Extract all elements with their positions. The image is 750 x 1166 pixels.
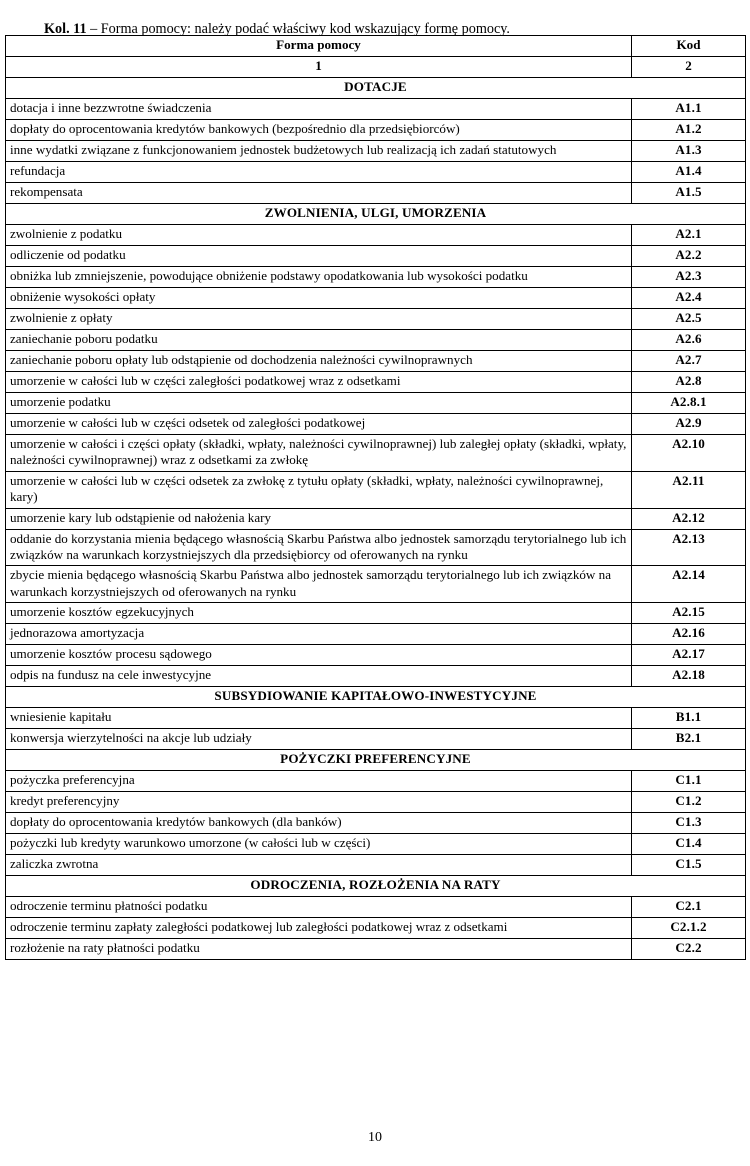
aid-form-description: odpis na fundusz na cele inwestycyjne bbox=[6, 666, 632, 687]
table-row bbox=[6, 897, 746, 918]
section-header-row bbox=[6, 78, 746, 99]
table-row bbox=[6, 99, 746, 120]
aid-form-description: zbycie mienia będącego własnością Skarbu Państwa albo jednostek samorządu terytorialnego lub ich związków na warunkach korzystniejszych od oferowanych na rynku bbox=[6, 566, 632, 603]
table-row bbox=[6, 225, 746, 246]
aid-form-code: C2.2 bbox=[632, 939, 746, 960]
aid-form-description: umorzenie w całości lub w części odsetek od zaległości podatkowej bbox=[6, 414, 632, 435]
aid-form-code: A2.14 bbox=[632, 566, 746, 603]
aid-form-description: umorzenie podatku bbox=[6, 393, 632, 414]
section-header-label: SUBSYDIOWANIE KAPITAŁOWO-INWESTYCYJNE bbox=[6, 687, 746, 708]
table-row bbox=[6, 708, 746, 729]
table-row bbox=[6, 120, 746, 141]
aid-form-code: C1.4 bbox=[632, 834, 746, 855]
aid-form-description: zwolnienie z opłaty bbox=[6, 309, 632, 330]
aid-form-description: zaliczka zwrotna bbox=[6, 855, 632, 876]
aid-form-code: A2.5 bbox=[632, 309, 746, 330]
section-header-label: ODROCZENIA, ROZŁOŻENIA NA RATY bbox=[6, 876, 746, 897]
table-row bbox=[6, 603, 746, 624]
intro-description: – Forma pomocy: należy podać właściwy kod wskazujący formę pomocy. bbox=[86, 21, 510, 38]
aid-form-description: zwolnienie z podatku bbox=[6, 225, 632, 246]
aid-form-description: jednorazowa amortyzacja bbox=[6, 624, 632, 645]
aid-form-code: A1.3 bbox=[632, 141, 746, 162]
aid-form-description: umorzenie kosztów egzekucyjnych bbox=[6, 603, 632, 624]
table-column-number-row bbox=[6, 57, 746, 78]
aid-form-description: obniżenie wysokości opłaty bbox=[6, 288, 632, 309]
aid-form-code: A2.12 bbox=[632, 508, 746, 529]
table-row bbox=[6, 141, 746, 162]
aid-form-description: obniżka lub zmniejszenie, powodujące obniżenie podstawy opodatkowania lub wysokości podatku bbox=[6, 267, 632, 288]
table-row bbox=[6, 162, 746, 183]
aid-form-description: oddanie do korzystania mienia będącego własnością Skarbu Państwa albo jednostek samorządu terytorialnego lub ich związków na warunkach korzystniejszych dla przedsiębiorcy od oferowanych na rynku bbox=[6, 529, 632, 566]
aid-form-code: A2.18 bbox=[632, 666, 746, 687]
table-row bbox=[6, 330, 746, 351]
aid-form-table bbox=[5, 35, 746, 960]
column-number-code: 2 bbox=[632, 57, 746, 78]
table-row bbox=[6, 351, 746, 372]
aid-form-code: A1.4 bbox=[632, 162, 746, 183]
table-row bbox=[6, 393, 746, 414]
aid-form-description: dopłaty do oprocentowania kredytów bankowych (dla banków) bbox=[6, 813, 632, 834]
aid-form-description: kredyt preferencyjny bbox=[6, 792, 632, 813]
aid-form-code: A2.15 bbox=[632, 603, 746, 624]
table-row bbox=[6, 309, 746, 330]
table-row bbox=[6, 834, 746, 855]
section-header-row bbox=[6, 750, 746, 771]
table-row bbox=[6, 372, 746, 393]
table-row bbox=[6, 666, 746, 687]
aid-form-code: C1.1 bbox=[632, 771, 746, 792]
aid-form-code: C2.1 bbox=[632, 897, 746, 918]
aid-form-description: dotacja i inne bezzwrotne świadczenia bbox=[6, 99, 632, 120]
aid-form-description: dopłaty do oprocentowania kredytów bankowych (bezpośrednio dla przedsiębiorców) bbox=[6, 120, 632, 141]
table-row bbox=[6, 624, 746, 645]
aid-form-description: konwersja wierzytelności na akcje lub udziały bbox=[6, 729, 632, 750]
intro-column-ref: Kol. 11 bbox=[44, 21, 87, 38]
aid-form-description: odroczenie terminu zapłaty zaległości podatkowej lub zaległości podatkowej wraz z odsetkami bbox=[6, 918, 632, 939]
aid-form-code: A2.8 bbox=[632, 372, 746, 393]
page-number: 10 bbox=[368, 1130, 382, 1145]
aid-form-code: A2.7 bbox=[632, 351, 746, 372]
aid-form-description: rekompensata bbox=[6, 183, 632, 204]
table-row bbox=[6, 435, 746, 472]
table-row bbox=[6, 939, 746, 960]
aid-form-code: C2.1.2 bbox=[632, 918, 746, 939]
aid-form-code: A2.6 bbox=[632, 330, 746, 351]
table-row bbox=[6, 529, 746, 566]
table-header-row bbox=[6, 36, 746, 57]
table-row bbox=[6, 414, 746, 435]
aid-form-code: A2.4 bbox=[632, 288, 746, 309]
table-row bbox=[6, 183, 746, 204]
section-header-row bbox=[6, 204, 746, 225]
aid-form-description: odroczenie terminu płatności podatku bbox=[6, 897, 632, 918]
column-number-description: 1 bbox=[6, 57, 632, 78]
aid-form-description: inne wydatki związane z funkcjonowaniem jednostek budżetowych lub realizacją ich zadań statutowych bbox=[6, 141, 632, 162]
aid-form-description: umorzenie w całości lub w części zaległości podatkowej wraz z odsetkami bbox=[6, 372, 632, 393]
section-header-label: DOTACJE bbox=[6, 78, 746, 99]
aid-form-description: rozłożenie na raty płatności podatku bbox=[6, 939, 632, 960]
aid-form-description: pożyczki lub kredyty warunkowo umorzone (w całości lub w części) bbox=[6, 834, 632, 855]
aid-form-code: A2.2 bbox=[632, 246, 746, 267]
table-row bbox=[6, 471, 746, 508]
aid-form-description: zaniechanie poboru opłaty lub odstąpienie od dochodzenia należności cywilnoprawnych bbox=[6, 351, 632, 372]
aid-form-code: A2.1 bbox=[632, 225, 746, 246]
section-header-row bbox=[6, 876, 746, 897]
table-row bbox=[6, 288, 746, 309]
table-row bbox=[6, 246, 746, 267]
aid-form-code: B2.1 bbox=[632, 729, 746, 750]
aid-form-code: A2.11 bbox=[632, 471, 746, 508]
aid-form-description: umorzenie kosztów procesu sądowego bbox=[6, 645, 632, 666]
table-row bbox=[6, 645, 746, 666]
table-row bbox=[6, 267, 746, 288]
aid-form-code: A2.16 bbox=[632, 624, 746, 645]
section-header-row bbox=[6, 687, 746, 708]
aid-form-description: refundacja bbox=[6, 162, 632, 183]
section-header-label: ZWOLNIENIA, ULGI, UMORZENIA bbox=[6, 204, 746, 225]
aid-form-description: zaniechanie poboru podatku bbox=[6, 330, 632, 351]
table-row bbox=[6, 508, 746, 529]
aid-form-description: umorzenie w całości i części opłaty (składki, wpłaty, należności cywilnoprawnej) lub zaległej opłaty (składki, wpłaty, należności cywilnoprawnej) wraz z odsetkami za zwłokę bbox=[6, 435, 632, 472]
table-row bbox=[6, 918, 746, 939]
aid-form-code: A2.13 bbox=[632, 529, 746, 566]
aid-form-code: A2.3 bbox=[632, 267, 746, 288]
aid-form-description: pożyczka preferencyjna bbox=[6, 771, 632, 792]
aid-form-code: A2.17 bbox=[632, 645, 746, 666]
aid-form-code: A2.9 bbox=[632, 414, 746, 435]
aid-form-description: wniesienie kapitału bbox=[6, 708, 632, 729]
section-header-label: POŻYCZKI PREFERENCYJNE bbox=[6, 750, 746, 771]
aid-form-description: umorzenie w całości lub w części odsetek za zwłokę z tytułu opłaty (składki, wpłaty, należności cywilnoprawnej, kary) bbox=[6, 471, 632, 508]
aid-form-code: A2.8.1 bbox=[632, 393, 746, 414]
column-header-description: Forma pomocy bbox=[6, 36, 632, 57]
table-body bbox=[6, 36, 746, 960]
aid-form-description: odliczenie od podatku bbox=[6, 246, 632, 267]
aid-form-code: A2.10 bbox=[632, 435, 746, 472]
aid-form-code: B1.1 bbox=[632, 708, 746, 729]
table-row bbox=[6, 729, 746, 750]
table-row bbox=[6, 813, 746, 834]
aid-form-code: C1.5 bbox=[632, 855, 746, 876]
table-row bbox=[6, 771, 746, 792]
table-row bbox=[6, 566, 746, 603]
aid-form-description: umorzenie kary lub odstąpienie od nałożenia kary bbox=[6, 508, 632, 529]
table-row bbox=[6, 855, 746, 876]
aid-form-code: A1.2 bbox=[632, 120, 746, 141]
aid-form-code: C1.2 bbox=[632, 792, 746, 813]
table-row bbox=[6, 792, 746, 813]
column-header-code: Kod bbox=[632, 36, 746, 57]
aid-form-code: C1.3 bbox=[632, 813, 746, 834]
aid-form-code: A1.1 bbox=[632, 99, 746, 120]
aid-form-code: A1.5 bbox=[632, 183, 746, 204]
